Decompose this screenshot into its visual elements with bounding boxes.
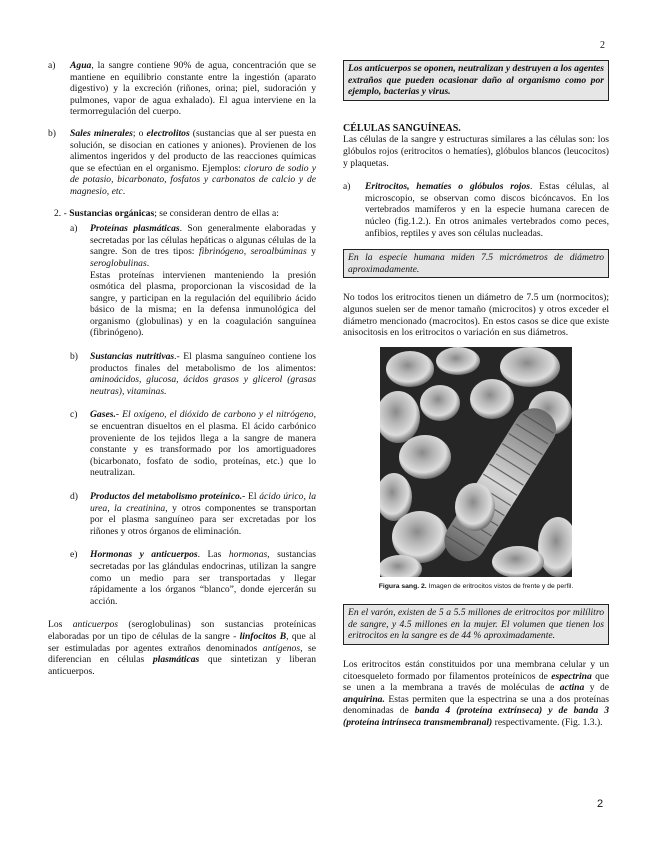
item-hormonas: e) Hormonas y anticuerpos. Las hormonas, sustancias secretadas por las glándulas endocrinas, utilizan la sangre como un medio para ser transportadas y llegar rápidamente a los órganos “blanco”, donde ejercerán su acción. [70, 549, 316, 607]
page-number-bottom: 2 [597, 798, 604, 810]
section-organicas: 2. - Sustancias orgánicas; se consideran dentro de ellas a: [54, 207, 279, 219]
paragraph-intro: Las células de la sangre y estructuras similares a las células son: los glóbulos rojos (eritrocitos o hematíes), glóbulos blancos (leucocitos) y plaquetas. [343, 134, 609, 169]
heading-celulas: CÉLULAS SANGUÍNEAS. [343, 122, 461, 134]
item-metabolismo: d) Productos del metabolismo proteínico.- El ácido úrico, la urea, la creatinina, y otros componentes se transportan por el plasma sanguíneo para ser excretadas por los riñones y otros órganos de eliminación. [70, 491, 316, 537]
organic-list [70, 223, 316, 607]
page-number-top: 2 [600, 40, 605, 51]
box-diametro: En la especie humana miden 7.5 micrómetros de diámetro aproximadamente. [343, 249, 609, 278]
item-nutritivas: b) Sustancias nutritivas.- El plasma sanguíneo contiene los productos finales del metabolismo de los alimentos: aminoácidos, glucosa, ácidos grasos y glicerol (grasas neutras), vitaminas. [70, 351, 316, 397]
item-sales: b) Sales minerales; o electrolitos (sustancias que al ser puesta en solución, se disocian en cationes y aniones). Provienen de los alimentos ingeridos y del producto de las reacciones químicas que se efectúan en el organismo. Ejemplos: cloruro de sodio y de potasio, bicarbonato, fosfatos y carbonatos de calcio y de magnesio, etc. [48, 127, 316, 197]
paragraph-membrana: Los eritrocitos están constituidos por una membrana celular y un citoesqueleto formado por filamentos proteínicos de espectrina que se unen a la membrana a través de moléculas de actina y de anquirina. Estas permiten que la espectrina se una a dos proteínas denominadas de banda 4 (proteína extrínseca) y de banda 3 (proteína intrínseca transmembranal) respectivamente. (Fig. 1.3.). [343, 659, 610, 729]
box-anticuerpos: Los anticuerpos se oponen, neutralizan y destruyen a los agentes extraños que pueden ocasionar daño al organismo como por ejemplo, bacterias y virus. [343, 60, 609, 101]
left-column [48, 60, 316, 681]
erythrocyte-micrograph [380, 347, 572, 577]
item-gases: c) Gases.- El oxígeno, el dióxido de carbono y el nitrógeno, se encuentran disueltos en el plasma. El ácido carbónico proveniente de los tejidos llega a la sangre de manera constante y es transformado por los amortiguadores (bicarbonato, fosfato de sodio, proteínas, etc.) que lo neutralizan. [70, 409, 316, 479]
right-column [343, 60, 609, 733]
item-proteinas: a) Proteínas plasmáticas. Son generalmente elaboradas y secretadas por las células hepáticas o algunas células de la sangre. Son de tres tipos: fibrinógeno, seroalbúminas y seroglobulinas. Estas proteínas intervienen manteniendo la presión osmótica del plasma, proporcionan la viscosidad de la sangre, y participan en la regulación del equilibrio ácido básico de la misma; en la defensa inmunológica del organismo (globulinas) y en la coagulación sanguínea (fibrinógeno). [70, 223, 316, 339]
paragraph-diametro: No todos los eritrocitos tienen un diámetro de 7.5 um (normocitos); algunos suelen ser de menor tamaño (microcitos) y otros exceder el diámetro mencionado (macrocitos). En estos casos se dice que existe anisocitosis en los eritrocitos o variación en sus diámetros. [343, 292, 609, 339]
figure-caption: Figura sang. 2. Imagen de eritrocitos vistos de frente y de perfil. [378, 582, 574, 590]
item-agua: a) Agua, la sangre contiene 90% de agua, concentración que se mantiene en equilibrio constante entre la ingestión (aparato digestivo) y la excreción (riñones, orina; piel, sudoración y pulmones, vapor de agua exhalado). El agua interviene en la termorregulación del cuerpo. [48, 60, 316, 118]
item-eritrocitos: a) Eritrocitos, hematíes o glóbulos rojos. Estas células, al microscopio, se observan como discos bicóncavos. En los vertebrados mamíferos y en la especie humana carecen de núcleo (fig.1.2.). En otros animales vertebrados como peces, anfibios, reptiles y aves son células nucleadas. [343, 181, 609, 239]
box-recuento: En el varón, existen de 5 a 5.5 millones de eritrocitos por milílitro de sangre, y 4.5 millones en la mujer. El volumen que tienen los eritrocitos en la sangre es de 44 % aproximadamente. [343, 604, 609, 645]
paragraph-anticuerpos: Los anticuerpos (seroglobulinas) son sustancias proteínicas elaboradas por un tipo de células de la sangre - linfocitos B, que al ser estimuladas por agentes extraños denominados antígenos, se diferencian en células plasmáticas que sintetizan y liberan anticuerpos. [48, 619, 316, 677]
micrograph-image [380, 347, 572, 577]
